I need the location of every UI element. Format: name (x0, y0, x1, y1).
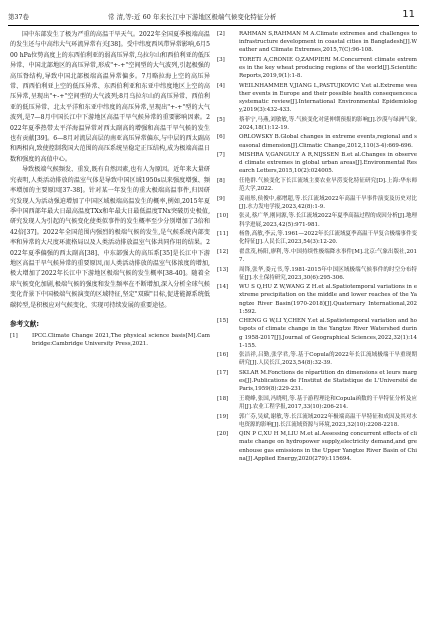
reference-number: [18] (217, 395, 229, 402)
body-paragraph: 国中东部发生了极为严重的高温干旱天气。2022年全国夏季极端高温的发生还与中高纬大气环流异常有关[38]。受中纬度西风带异常影响,6月500 hPa位势高度上的东西伯利亚的弱高压异常,乌拉尔山和西伯利亚的低压异常、中国北部地区的高压异常,形成"+-+"空间型的大气波列,引起极强的高压脊结构,导致中国北部极端高温异常偏多。7月略拉海上空的高压异常、西西伯利亚上空的低压异常、东西伯利亚和东亚中纬度地区上空的高压异常,呈现出"+-+"空间型的大气波列;8月乌拉尔山的高压异常、西伯利亚的低压异常、北太平洋和东亚中纬度的高压异常,呈现出"+-+"型的大气波列,是7—8月中国长江中下游地区高温干旱气候异常的重要影响因素。2022年夏季热带太平洋海温异常对西太副高的增强和高温干旱气候的发生也有贡献[39]。6—8月对流层高层的南亚高压异常偏东,与中层的西太副高和两相向,致使控制我国大范围的高压系统呈稳定正压结构,成为极端高温日数和强度的高值中心。 (10, 31, 210, 163)
reference-number: [2] (217, 31, 225, 37)
reference-item (217, 395, 417, 411)
body-paragraph: 导致极端气候频发、重发,既有自然因素,也有人为原因。近年来大量研究表明,人类活动排放的温室气体是导致中国区域1950s以来强度增强、频率增加的主要原因[37-38]。针对某一年发生的重大极端高温事件,归因研究发现人为活动强迫增加了中国区域极端高温发生的概率,例如,2015年夏季中国西部年最大日最高温度TXx和年最大日最低温度TNx突破历史极值,研究发现人为引起的气候变化使类似事件的发生概率至少分别增加了3倍和42倍[37]。2022年全国范围内强烈的极端气候的发生,是气候系统内部变率和异常的大尺度环流格局以及人类活动排放温室气体共同作用的结果。2022年夏季偏强的西太副高[38]、中东部强大的高压系[35]是长江中下游地区高温干旱气候异常的重要原因,而人类活动排放的温室气体浓度的增加,极大增加了2022年长江中下游地区极端气候的发生概率[38-40]。随着全球气候变化加剧,极端气候的强度和发生频率在不断增加,深入分析全球气候变化背景下中国极端气候演变的区域特征,坚定"双碳"目标,促进能源系统低碳转型,是积极应对气候变化、实现可持续发展的重要途径。 (10, 166, 210, 309)
reference-number: [6] (217, 134, 225, 141)
reference-text: 蔡菲宁,马燕,刘敏敏,等.气候变化对延伸期预报的影响[J].沙漠与绿洲气象,2024,18(1):12-19. (239, 116, 417, 131)
reference-item (217, 133, 417, 149)
reference-text: TORETI A,CRONIE O,ZAMPIERI M.Concurrent climate extremes in the key wheat producing regions of the world[J].Scientific Reports,2019,9(1):1-8. (239, 56, 417, 80)
reference-item (217, 430, 417, 463)
reference-number: [1] (10, 332, 18, 339)
reference-text: WEILNHAMMER V,JIANG L,PASTUJKOVIC V.et al.Extreme weather events in Europe and their possible health consequences:a systematic review[J].International Environmental Epidemiology,2019(3):432-433. (239, 82, 417, 114)
reference-item (217, 266, 417, 282)
reference-text: 张灵,蔡广华,刚同源,等.长江流域2022年夏季高温过程的成因分析[J].地理科学进展,2023,42(5):971-981. (239, 213, 417, 228)
reference-text: 周锋,张华,娄元书,等.1981-2015年中国区域极端气候事件的时空分布特征[J].水土保持研究,2023,30(6):295-306. (239, 266, 417, 281)
reference-number: [15] (217, 318, 229, 325)
reference-item (217, 248, 417, 264)
reference-item (217, 151, 417, 175)
reference-number: [5] (217, 116, 225, 123)
reference-text: RAHMAN S,RAHMAN M A.Climate extremes and challenges to infrastructure development in coastal cities in Bangladesh[J].Weather and Climate Extremes,2015,7(C):96-108. (239, 31, 417, 54)
journal-running-title: 常 清,等:近 60 年来长江中下游地区极端气候变化特征分析 (108, 13, 277, 21)
reference-item (217, 82, 417, 115)
reference-item (217, 56, 417, 80)
reference-number: [17] (217, 369, 229, 376)
reference-text: QIN P C,XU H M,LIU M.et al.Assessing concurrent effects of climate change on hydropower supply,electricity demand,and greenhouse gas emissions in the Upper Yangtze River Basin of China[J].Applied Energy,2020(279):115694. (239, 431, 417, 462)
reference-text: 姜雨彤,侯俊中,郝增超,等.长江流域2022年高温干旱事件演变及历史对比[J].水力发电学报,2023,42(8):1-9. (239, 195, 417, 210)
reference-number: [20] (217, 431, 229, 438)
reference-item (217, 369, 417, 393)
reference-text: IPCC.Climate Change 2021,The physical science basis[M].Cambridge:Cambridge University Press,2021. (32, 332, 210, 348)
reference-item (217, 351, 417, 367)
reference-item (217, 317, 417, 350)
reference-item (217, 283, 417, 316)
left-column (10, 30, 210, 350)
reference-text: CHENG G W,LI Y,CHEN Y.et al.Spatiotemporal variation and hotspots of climate change in the Yangtze River Watershed during 1958-2017[J].Journal of Geographical Sciences,2022,32(1):141-155. (239, 318, 417, 349)
references-heading: 参考文献: (10, 319, 40, 328)
reference-number: [11] (217, 231, 229, 238)
reference-text: MISHRA V,GANGULY A R,NIJSSEN B.et al.Changes in observed climate extremes in global urban areas[J].Environmental Research Letters,2015,10(2):024005. (239, 152, 417, 175)
right-column (217, 30, 417, 464)
reference-item (10, 332, 210, 348)
reference-number: [10] (217, 213, 229, 220)
reference-item (217, 30, 417, 54)
reference-item (217, 195, 417, 211)
reference-text: 翟盘茂,杨阳,廖利,等.中国持续性极端降水事件[M].北京:气象出版社,2017. (239, 248, 417, 263)
reference-text: 杨鲁,高敏,李云,等.1961—2022年长江流域夏季高温干旱复合极端事件变化特征[J].人民长江,2023,54(3):12-20. (239, 231, 417, 246)
reference-text: ORLOWSKY B.Global changes in extreme events,regional and seasonal dimension[J].Climatic Change,2012,110(3-4):669-696. (239, 134, 417, 149)
reference-number: [12] (217, 248, 229, 255)
running-header (8, 10, 419, 24)
reference-number: [7] (217, 152, 225, 159)
reference-number: [3] (217, 56, 225, 63)
reference-item (217, 116, 417, 132)
page-number: 11 (402, 9, 415, 20)
reference-item (217, 230, 417, 246)
reference-number: [16] (217, 352, 229, 359)
reference-number: [8] (217, 178, 225, 184)
header-rule (8, 25, 419, 26)
reference-number: [19] (217, 413, 229, 420)
reference-text: 张洁祥,吕勤,张学君,等.基于Copula的2022年长江流域极端干旱重现期研究[J].人民长江,2023,54(8):32-39. (239, 352, 417, 367)
reference-text: 王晓峰,张国,冯晓明,等.基于游程理论和Copula函数的干旱特征分析及应用[J].农业工程学报,2017,33(10):206-214. (239, 395, 417, 410)
reference-number: [14] (217, 284, 229, 291)
volume-label: 第37卷 (8, 13, 29, 21)
reference-item (217, 177, 417, 193)
reference-text: WU S Q,HU Z W,WANG Z H.et al.Spatiotemporal variations in extreme precipitation on the middle and lower reaches of the Yangtze River Basin(1970-2018)[J].Quaternary International,2021:592. (239, 284, 417, 315)
reference-text: 任艳群.气候变化下长江流域主要农业旱涝变化特征研究[D].上海:华东师范大学,2022. (239, 178, 417, 193)
reference-number: [13] (217, 266, 229, 273)
reference-number: [9] (217, 195, 225, 202)
reference-item (217, 413, 417, 429)
reference-number: [4] (217, 82, 225, 89)
reference-text: SKLAR M.Fonctions de répartition dn dimensions et leurs marges[J].Publications de l'Institut de Statistique de L'Université de Paris,1959(8):229-231. (239, 369, 417, 393)
reference-text: 郭广芬,吴斌,谢敏,等.长江流域2022年极端高温干旱特征和成因及其对水电资源的影响[J].长江流域资源与环境,2023,32(10):2208-2218. (239, 413, 417, 428)
reference-item (217, 212, 417, 228)
